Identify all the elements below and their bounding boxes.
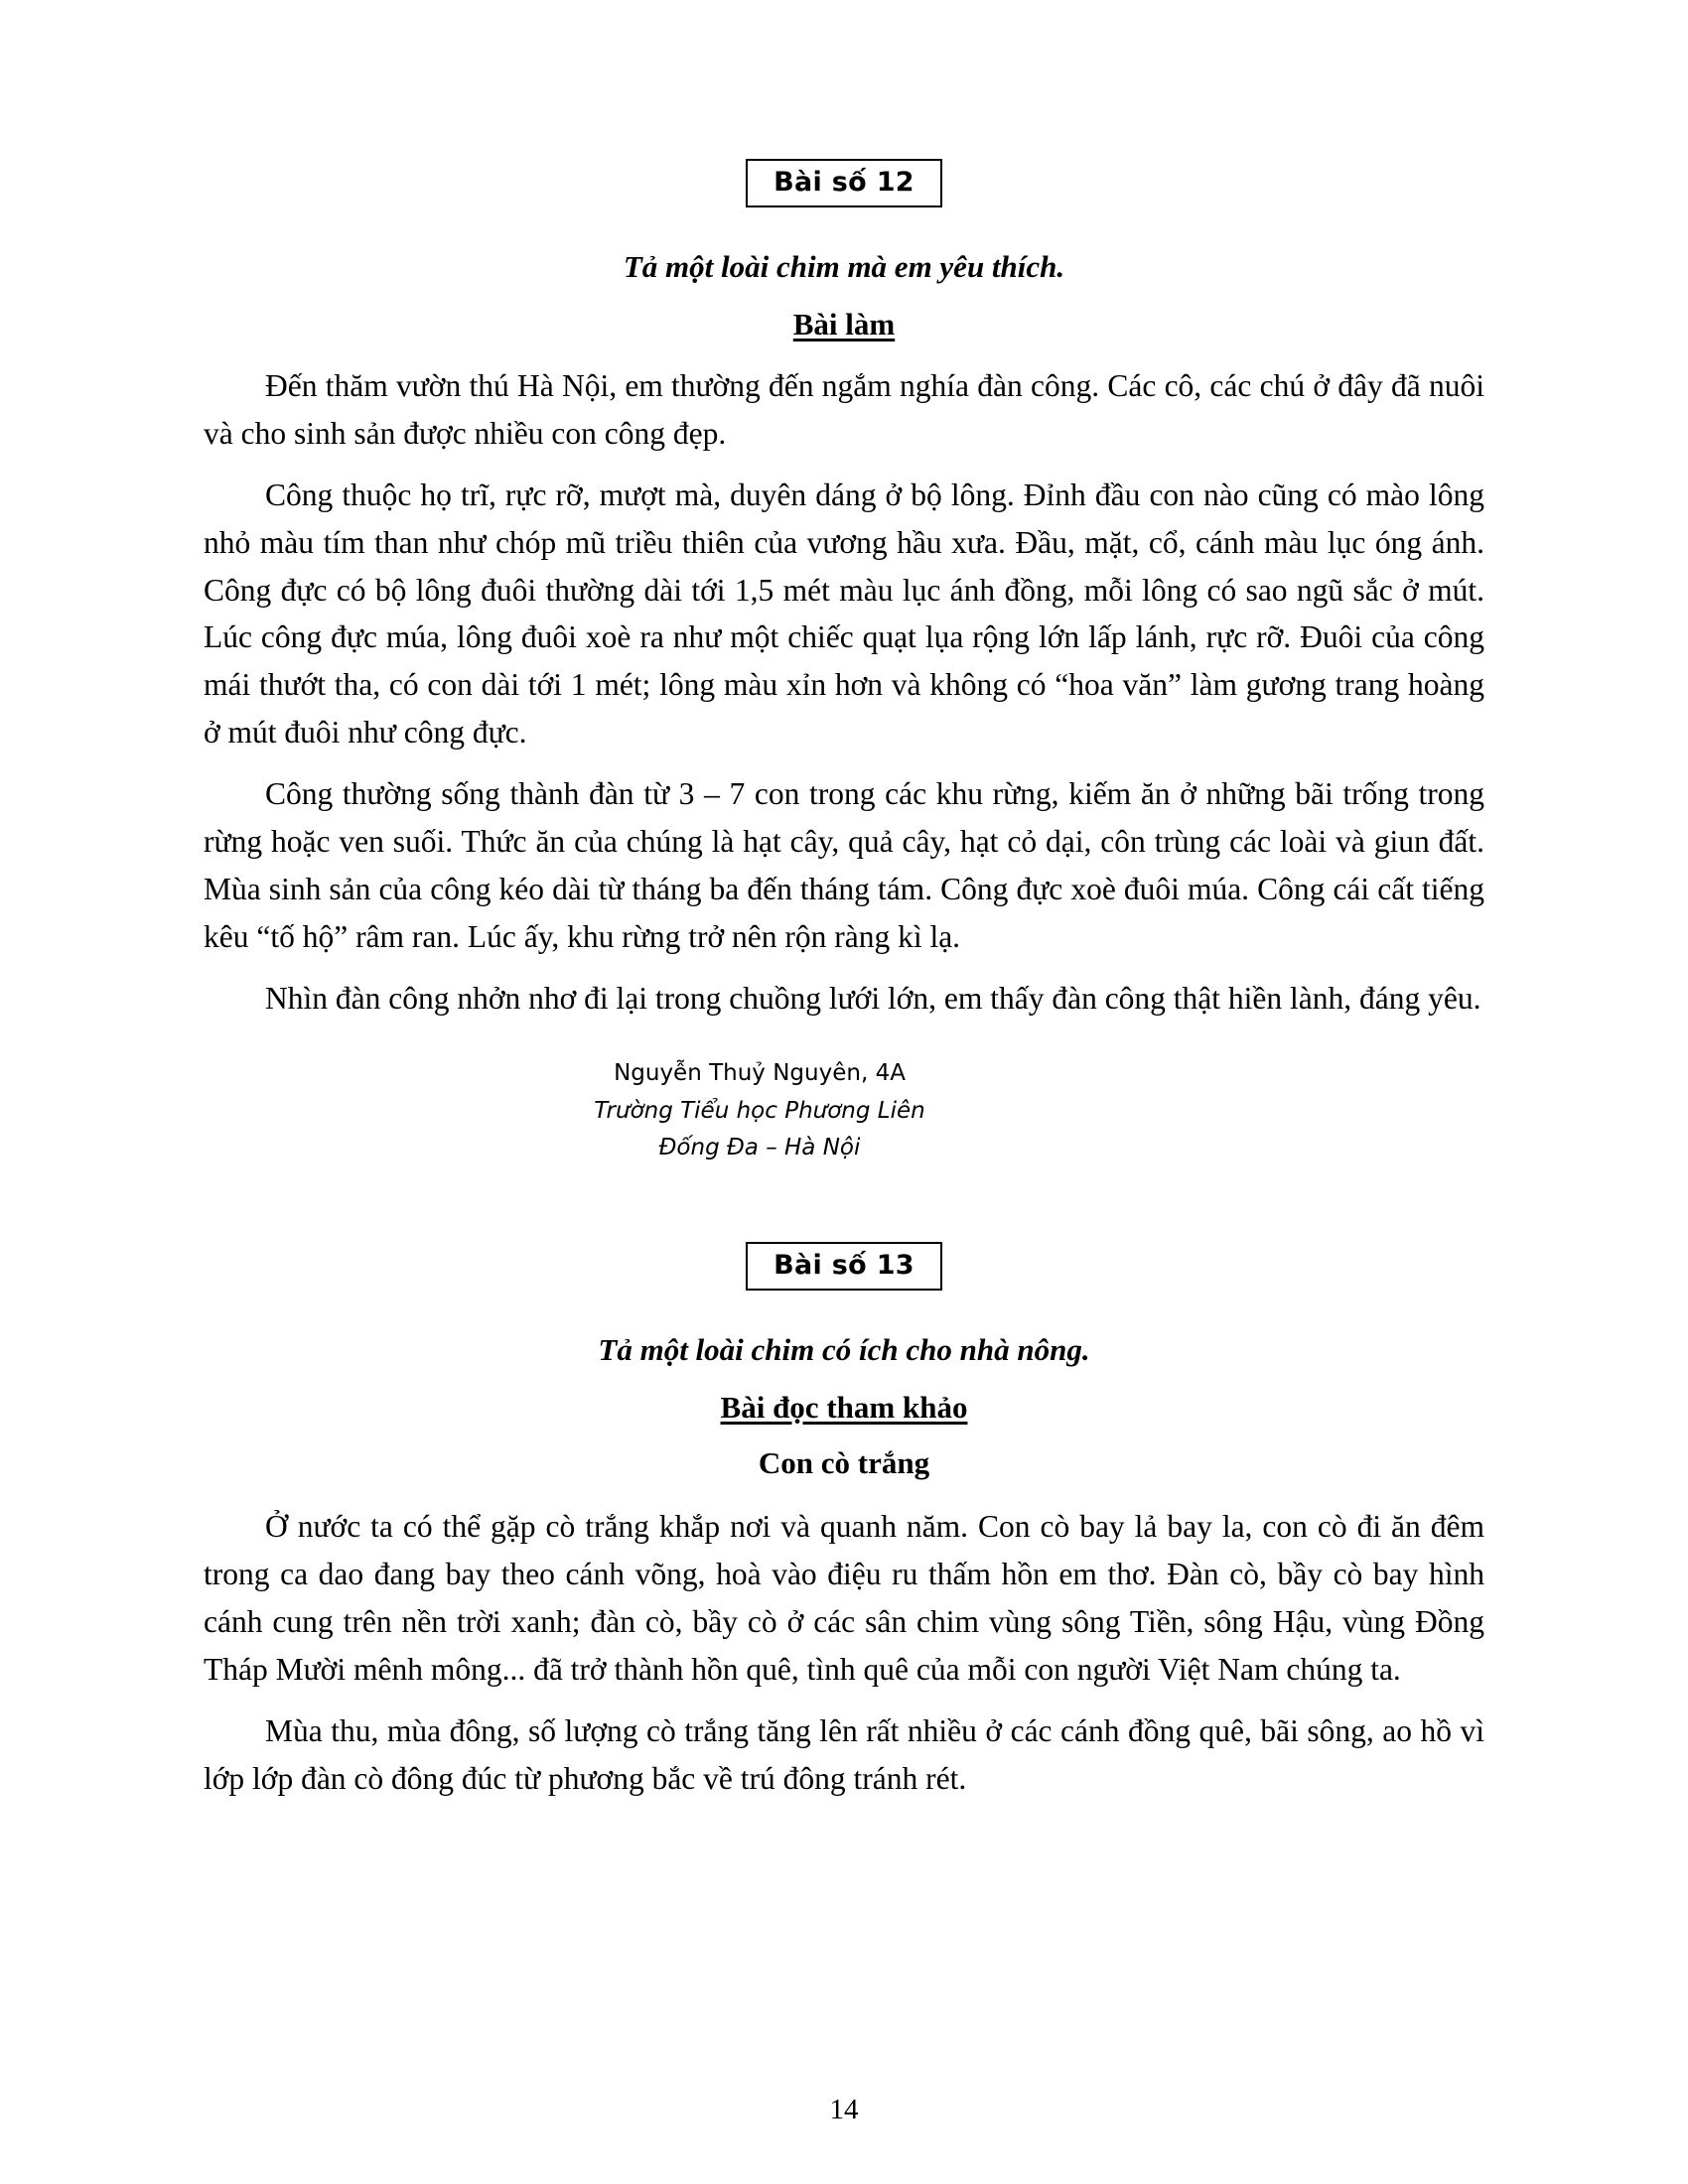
section-badge: Bài số 13 xyxy=(746,1242,942,1291)
section-prompt: Tả một loài chim có ích cho nhà nông. xyxy=(598,1332,1090,1368)
section-bai-so-13 xyxy=(204,1242,1484,1802)
paragraph: Nhìn đàn công nhởn nhơ đi lại trong chuồng lưới lớn, em thấy đàn công thật hiền lành, đáng yêu. xyxy=(265,980,1481,1016)
section-subheading xyxy=(204,307,1484,342)
page-content xyxy=(204,159,1484,1802)
author-signature xyxy=(204,1055,1484,1166)
section-divider-space xyxy=(204,1166,1484,1232)
section-subheading-text: Bài đọc tham khảo xyxy=(720,1390,968,1426)
paragraph: Mùa thu, mùa đông, số lượng cò trắng tăng lên rất nhiều ở các cánh đồng quê, bãi sông, ao hồ vì lớp lớp đàn cò đông đúc từ phương bắc về trú đông tránh rét. xyxy=(204,1712,1484,1796)
section-subheading-text: Bài làm xyxy=(792,307,896,341)
paragraph: Công thường sống thành đàn từ 3 – 7 con trong các khu rừng, kiếm ăn ở những bãi trống trong rừng hoặc ven suối. Thức ăn của chúng là hạt cây, quả cây, hạt cỏ dại, côn trùng các loài và giun đất. Mùa sinh sản của công kéo dài từ tháng ba đến tháng tám. Công đực xoè đuôi múa. Công cái cất tiếng kêu “tố hộ” râm ran. Lúc ấy, khu rừng trở nên rộn ràng kì lạ. xyxy=(204,776,1484,954)
section-prompt: Tả một loài chim mà em yêu thích. xyxy=(623,249,1065,284)
signature-school: Trường Tiểu học Phương Liên xyxy=(594,1097,925,1124)
signature-place: Đống Đa – Hà Nội xyxy=(658,1134,861,1160)
section-badge-wrap xyxy=(204,159,1484,207)
paragraph: Công thuộc họ trĩ, rực rỡ, mượt mà, duyên dáng ở bộ lông. Đỉnh đầu con nào cũng có mào lông nhỏ màu tím than như chóp mũ triều thiên của vương hầu xưa. Đầu, mặt, cổ, cánh màu lục óng ánh. Công đực có bộ lông đuôi thường dài tới 1,5 mét màu lục ánh đồng, mỗi lông có sao ngũ sắc ở mút. Lúc công đực múa, lông đuôi xoè ra như một chiếc quạt lụa rộng lớn lấp lánh, rực rỡ. Đuôi của công mái thướt tha, có con dài tới 1 mét; lông màu xỉn hơn và không có “hoa văn” làm gương trang hoàng ở mút đuôi như công đực. xyxy=(204,477,1484,751)
section-bai-so-12 xyxy=(204,159,1484,1166)
page-number: 14 xyxy=(829,2094,859,2125)
section-badge: Bài số 12 xyxy=(746,159,942,207)
section-badge-wrap xyxy=(204,1242,1484,1291)
section-subheading xyxy=(204,1390,1484,1426)
signature-author: Nguyễn Thuỷ Nguyên, 4A xyxy=(614,1060,906,1087)
reading-title: Con cò trắng xyxy=(758,1445,930,1481)
paragraph: Đến thăm vườn thú Hà Nội, em thường đến ngắm nghía đàn công. Các cô, các chú ở đây đã nuôi và cho sinh sản được nhiều con công đẹp. xyxy=(204,368,1484,451)
paragraph: Ở nước ta có thể gặp cò trắng khắp nơi và quanh năm. Con cò bay lả bay la, con cò đi ăn đêm trong ca dao đang bay theo cánh võng, hoà vào điệu ru thấm hồn em thơ. Đàn cò, bầy cò bay hình cánh cung trên nền trời xanh; đàn cò, bầy cò ở các sân chim vùng sông Tiền, sông Hậu, vùng Đồng Tháp Mười mênh mông... đã trở thành hồn quê, tình quê của mỗi con người Việt Nam chúng ta. xyxy=(204,1509,1484,1687)
